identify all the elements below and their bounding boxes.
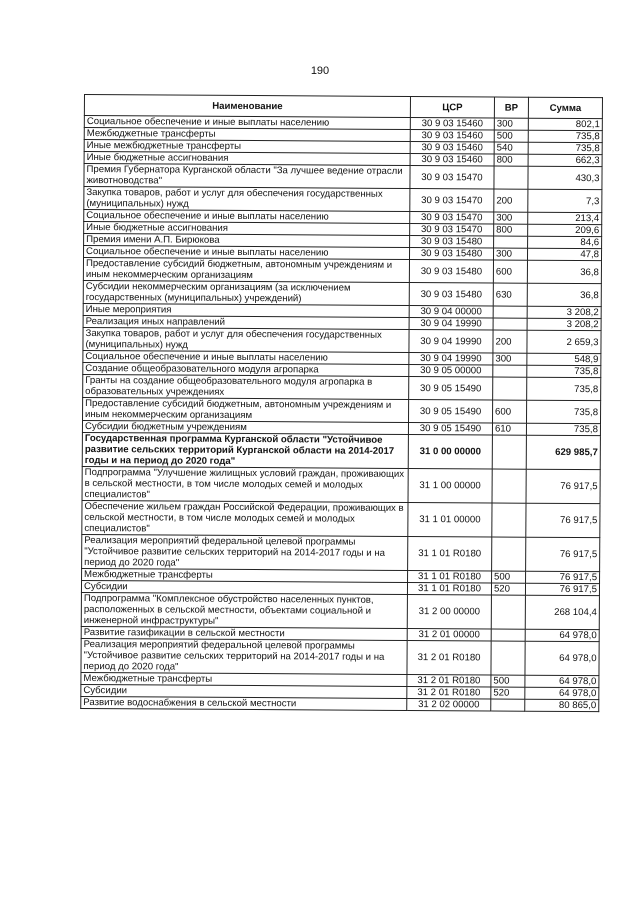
row-vr-cell: 300 bbox=[493, 248, 527, 260]
column-header-name: Наименование bbox=[84, 95, 410, 118]
row-name-cell: Субсидии bbox=[81, 684, 407, 698]
row-csr-cell: 31 2 01 R0180 bbox=[407, 686, 491, 699]
row-sum-cell: 76 917,5 bbox=[525, 583, 599, 595]
row-sum-cell: 268 104,4 bbox=[525, 595, 599, 629]
row-vr-cell bbox=[494, 236, 528, 248]
row-csr-cell: 31 0 00 00000 bbox=[408, 434, 492, 469]
row-name-cell: Реализация мероприятий федеральной целевой программы "Устойчивое развитие сельских территорий на 2014-2017 годы и на период до 2020 года" bbox=[82, 534, 408, 570]
table-row bbox=[82, 500, 600, 537]
row-vr-cell bbox=[491, 595, 525, 629]
table-row bbox=[81, 592, 599, 629]
page-number: 190 bbox=[310, 65, 330, 77]
row-name-cell: Социальное обеспечение и иные выплаты населению bbox=[83, 350, 409, 364]
row-sum-cell: 735,8 bbox=[527, 365, 601, 377]
row-name-cell: Межбюджетные трансферты bbox=[84, 128, 410, 142]
row-name-cell: Социальное обеспечение и иные выплаты населению bbox=[84, 210, 410, 224]
row-sum-cell: 735,8 bbox=[527, 377, 601, 400]
row-name-cell: Закупка товаров, работ и услуг для обеспечения государственных (муниципальных) нужд bbox=[84, 187, 410, 212]
row-vr-cell: 500 bbox=[492, 571, 526, 583]
table-row bbox=[81, 638, 599, 675]
row-vr-cell: 540 bbox=[494, 142, 528, 154]
row-vr-cell bbox=[491, 629, 525, 641]
row-vr-cell bbox=[491, 641, 525, 675]
row-csr-cell: 30 9 04 00000 bbox=[409, 305, 493, 318]
row-csr-cell: 30 9 03 15480 bbox=[409, 259, 493, 283]
row-csr-cell: 31 2 01 R0180 bbox=[407, 640, 491, 675]
row-name-cell: Подпрограмма "Комплексное обустройство населенных пунктов, расположенных в сельской местности, объектами социальной и инженерной инфраструктуры" bbox=[81, 592, 407, 628]
row-sum-cell: 3 208,2 bbox=[527, 318, 601, 330]
row-name-cell: Создание общеобразовательного модуля агропарка bbox=[83, 362, 409, 376]
row-vr-cell: 800 bbox=[494, 154, 528, 166]
row-csr-cell: 30 9 03 15480 bbox=[409, 282, 493, 306]
row-name-cell: Субсидии некоммерческим организациям (за исключением государственных (муниципальных) учреждений) bbox=[83, 280, 409, 305]
row-csr-cell: 31 1 00 00000 bbox=[408, 468, 492, 503]
row-sum-cell: 47,8 bbox=[527, 248, 601, 260]
row-sum-cell: 629 985,7 bbox=[526, 435, 600, 469]
row-sum-cell: 64 978,0 bbox=[525, 687, 599, 699]
row-csr-cell: 31 2 00 00000 bbox=[407, 594, 491, 629]
row-name-cell: Социальное обеспечение и иные выплаты населению bbox=[84, 246, 410, 260]
row-vr-cell bbox=[494, 166, 528, 189]
row-vr-cell: 800 bbox=[494, 224, 528, 236]
row-csr-cell: 30 9 03 15480 bbox=[410, 235, 494, 248]
row-name-cell: Межбюджетные трансферты bbox=[81, 672, 407, 686]
row-sum-cell: 3 208,2 bbox=[527, 306, 601, 318]
row-sum-cell: 735,8 bbox=[526, 400, 600, 423]
row-sum-cell: 76 917,5 bbox=[526, 537, 600, 571]
row-name-cell: Иные межбюджетные трансферты bbox=[84, 140, 410, 154]
row-name-cell: Субсидии bbox=[81, 580, 407, 594]
row-name-cell: Развитие газификации в сельской местности bbox=[81, 626, 407, 640]
row-csr-cell: 31 2 02 00000 bbox=[407, 698, 491, 711]
row-name-cell: Закупка товаров, работ и услуг для обеспечения государственных (муниципальных) нужд bbox=[83, 327, 409, 352]
row-csr-cell: 30 9 05 00000 bbox=[409, 364, 493, 377]
row-csr-cell: 31 1 01 R0180 bbox=[408, 536, 492, 571]
row-csr-cell: 30 9 04 19990 bbox=[409, 352, 493, 365]
row-csr-cell: 31 1 01 00000 bbox=[408, 502, 492, 537]
row-vr-cell bbox=[492, 503, 526, 537]
row-csr-cell: 30 9 03 15470 bbox=[410, 188, 494, 212]
row-vr-cell bbox=[491, 699, 525, 711]
table-row bbox=[83, 397, 601, 423]
row-vr-cell: 300 bbox=[494, 212, 528, 224]
row-name-cell: Реализация иных направлений bbox=[83, 315, 409, 329]
row-vr-cell bbox=[493, 306, 527, 318]
row-vr-cell bbox=[492, 435, 526, 469]
table-row bbox=[83, 280, 601, 306]
row-csr-cell: 31 2 01 R0180 bbox=[407, 674, 491, 687]
row-csr-cell: 30 9 05 15490 bbox=[408, 399, 492, 423]
table-row bbox=[82, 534, 600, 571]
row-name-cell: Реализация мероприятий федеральной целевой программы "Устойчивое развитие сельских территорий на 2014-2017 годы и на период до 2020 года" bbox=[81, 638, 407, 674]
row-sum-cell: 36,8 bbox=[527, 283, 601, 306]
row-sum-cell: 209,6 bbox=[528, 224, 602, 236]
row-sum-cell: 64 978,0 bbox=[525, 675, 599, 687]
table-row bbox=[83, 258, 601, 284]
row-sum-cell: 548,9 bbox=[527, 353, 601, 365]
row-vr-cell: 300 bbox=[494, 118, 528, 130]
row-vr-cell bbox=[492, 537, 526, 571]
row-csr-cell: 30 9 03 15470 bbox=[410, 165, 494, 189]
column-header-vr: ВР bbox=[494, 97, 528, 118]
row-name-cell: Гранты на создание общеобразовательного модуля агропарка в образовательных учреждениях bbox=[83, 374, 409, 399]
row-sum-cell: 76 917,5 bbox=[526, 503, 600, 537]
row-sum-cell: 76 917,5 bbox=[526, 571, 600, 583]
column-header-csr: ЦСР bbox=[410, 96, 494, 118]
row-vr-cell: 630 bbox=[493, 283, 527, 306]
row-vr-cell: 200 bbox=[494, 189, 528, 212]
row-name-cell: Социальное обеспечение и иные выплаты населению bbox=[84, 116, 410, 130]
row-sum-cell: 735,8 bbox=[528, 142, 602, 154]
row-vr-cell bbox=[493, 377, 527, 400]
row-sum-cell: 7,3 bbox=[528, 189, 602, 212]
row-csr-cell: 31 1 01 R0180 bbox=[407, 582, 491, 595]
row-csr-cell: 30 9 03 15470 bbox=[410, 211, 494, 224]
row-vr-cell: 600 bbox=[493, 260, 527, 283]
row-vr-cell bbox=[493, 365, 527, 377]
row-csr-cell: 30 9 03 15460 bbox=[410, 117, 494, 130]
row-sum-cell: 64 978,0 bbox=[525, 641, 599, 675]
row-csr-cell: 30 9 03 15460 bbox=[410, 153, 494, 166]
row-csr-cell: 30 9 05 15490 bbox=[408, 422, 492, 435]
row-name-cell: Обеспечение жильем граждан Российской Федерации, проживающих в сельской местности, в том числе молодых семей и молодых специалистов" bbox=[82, 500, 408, 536]
row-name-cell: Предоставление субсидий бюджетным, автономным учреждениям и иным некоммерческим организациям bbox=[83, 397, 409, 422]
row-vr-cell: 520 bbox=[491, 687, 525, 699]
row-vr-cell bbox=[492, 469, 526, 503]
row-vr-cell: 610 bbox=[492, 423, 526, 435]
budget-table bbox=[80, 94, 603, 712]
row-csr-cell: 30 9 03 15480 bbox=[409, 247, 493, 260]
row-name-cell: Иные мероприятия bbox=[83, 303, 409, 317]
row-vr-cell: 300 bbox=[493, 353, 527, 365]
row-csr-cell: 30 9 05 15490 bbox=[409, 376, 493, 400]
row-sum-cell: 735,8 bbox=[526, 423, 600, 435]
row-vr-cell: 200 bbox=[493, 330, 527, 353]
row-sum-cell: 2 659,3 bbox=[527, 330, 601, 353]
row-name-cell: Иные бюджетные ассигнования bbox=[84, 222, 410, 236]
table-row bbox=[83, 327, 601, 353]
row-vr-cell: 520 bbox=[491, 583, 525, 595]
table-row bbox=[82, 432, 600, 469]
table-row bbox=[83, 374, 601, 400]
row-vr-cell: 600 bbox=[492, 400, 526, 423]
row-name-cell: Подпрограмма "Улучшение жилищных условий граждан, проживающих в сельской местности, в том числе молодых семей и молодых специалистов" bbox=[82, 466, 408, 502]
table-row bbox=[84, 164, 602, 190]
row-sum-cell: 64 978,0 bbox=[525, 629, 599, 641]
row-name-cell: Предоставление субсидий бюджетным, автономным учреждениям и иным некоммерческим организациям bbox=[83, 258, 409, 283]
row-csr-cell: 30 9 04 19990 bbox=[409, 317, 493, 330]
row-sum-cell: 735,8 bbox=[528, 130, 602, 142]
row-sum-cell: 213,4 bbox=[528, 212, 602, 224]
table-row bbox=[84, 187, 602, 213]
row-sum-cell: 802,1 bbox=[528, 118, 602, 130]
column-header-sum: Сумма bbox=[528, 97, 602, 118]
row-sum-cell: 662,3 bbox=[528, 154, 602, 166]
row-csr-cell: 30 9 03 15460 bbox=[410, 141, 494, 154]
row-sum-cell: 80 865,0 bbox=[525, 699, 599, 711]
row-vr-cell: 500 bbox=[494, 130, 528, 142]
row-name-cell: Субсидии бюджетным учреждениям bbox=[82, 420, 408, 434]
row-sum-cell: 84,6 bbox=[528, 236, 602, 248]
row-csr-cell: 30 9 03 15470 bbox=[410, 223, 494, 236]
row-csr-cell: 31 2 01 00000 bbox=[407, 628, 491, 641]
row-name-cell: Развитие водоснабжения в сельской местности bbox=[81, 696, 407, 710]
row-vr-cell: 500 bbox=[491, 675, 525, 687]
row-sum-cell: 430,3 bbox=[528, 166, 602, 189]
table-row bbox=[81, 696, 599, 711]
row-sum-cell: 76 917,5 bbox=[526, 469, 600, 503]
row-name-cell: Премия имени А.П. Бирюкова bbox=[84, 234, 410, 248]
row-csr-cell: 31 1 01 R0180 bbox=[408, 570, 492, 583]
row-name-cell: Премия Губернатора Курганской области "За лучшее ведение отрасли животноводства" bbox=[84, 164, 410, 189]
row-csr-cell: 30 9 03 15460 bbox=[410, 129, 494, 142]
row-name-cell: Межбюджетные трансферты bbox=[82, 568, 408, 582]
row-name-cell: Государственная программа Курганской области "Устойчивое развитие сельских территорий Курганской области на 2014-2017 годы и на период до 2020 года" bbox=[82, 432, 408, 468]
row-sum-cell: 36,8 bbox=[527, 260, 601, 283]
row-vr-cell bbox=[493, 318, 527, 330]
row-name-cell: Иные бюджетные ассигнования bbox=[84, 152, 410, 166]
row-csr-cell: 30 9 04 19990 bbox=[409, 329, 493, 353]
table-row bbox=[82, 466, 600, 503]
